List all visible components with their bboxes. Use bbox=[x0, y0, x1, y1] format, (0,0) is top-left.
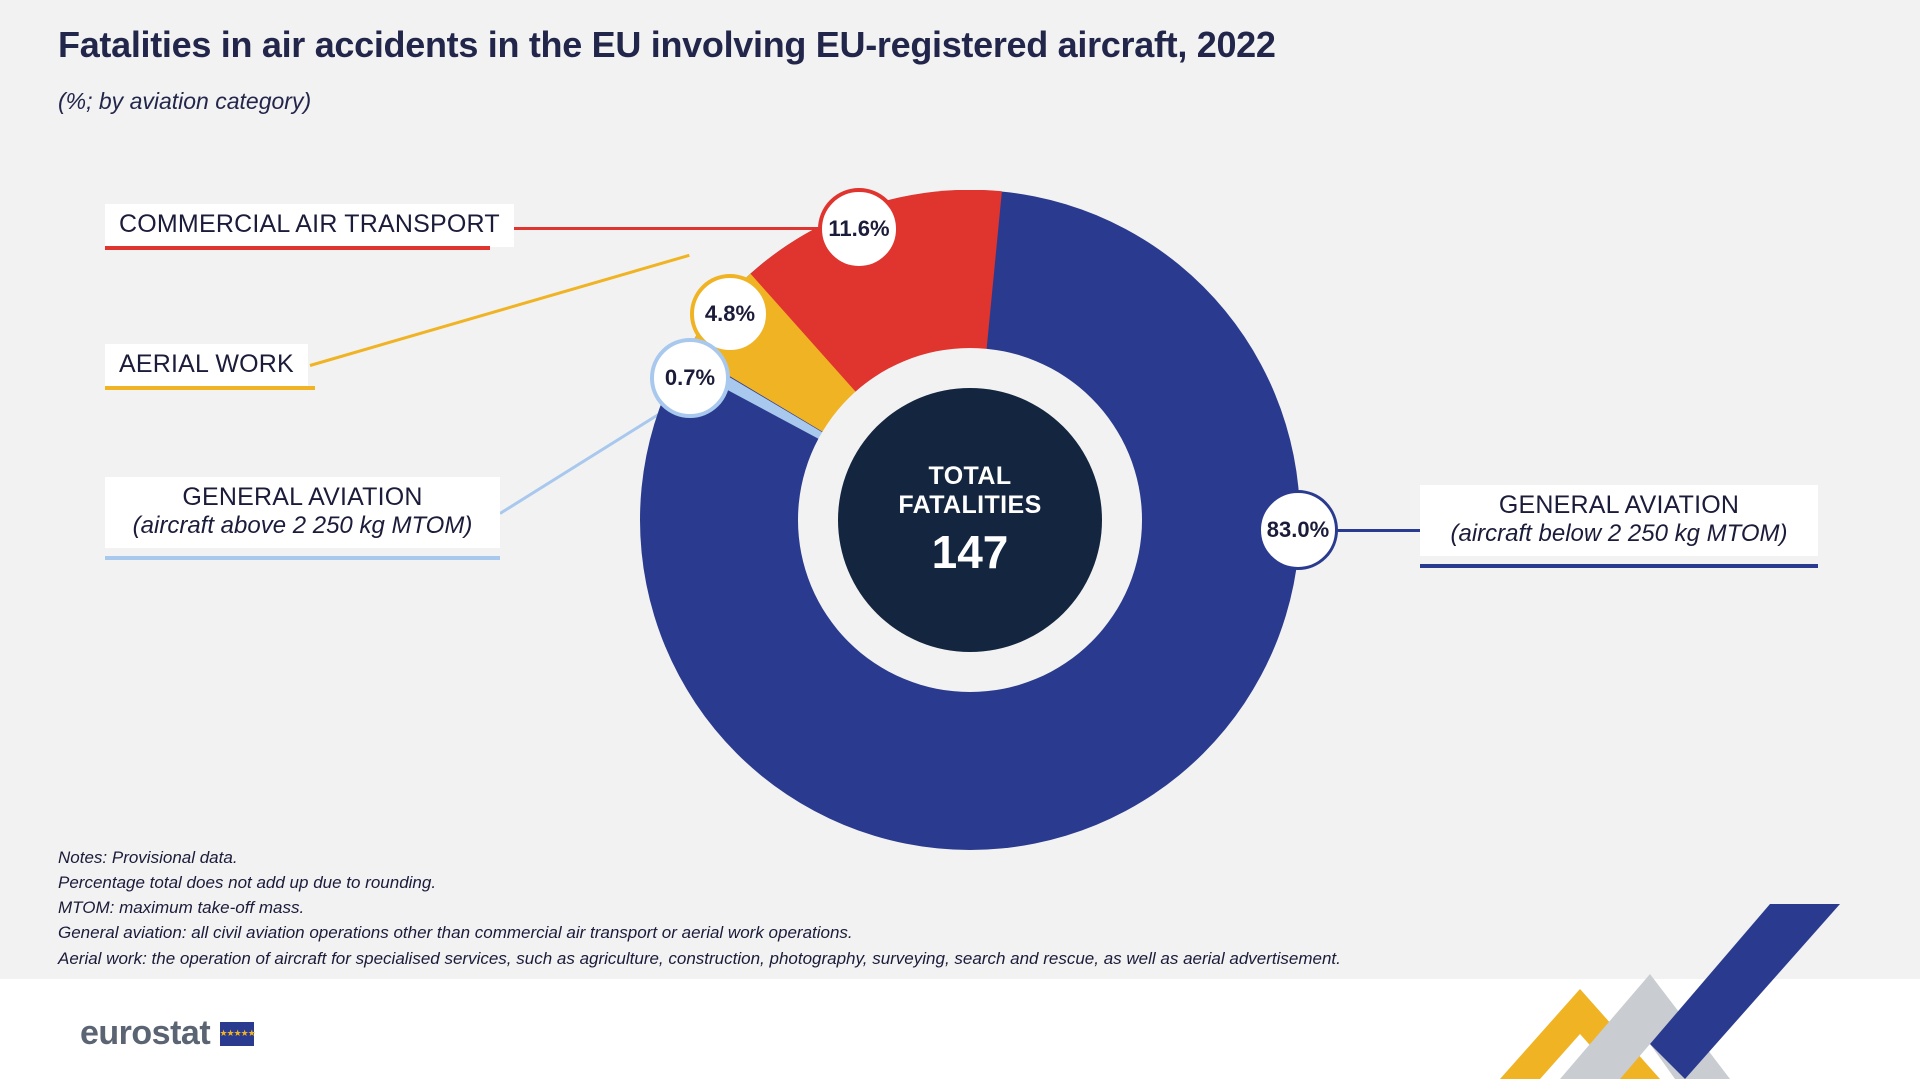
label-aerial-work bbox=[105, 344, 308, 387]
page-subtitle: (%; by aviation category) bbox=[58, 88, 312, 114]
label-general-above bbox=[105, 477, 500, 548]
eu-flag-stars: ★★★★★ bbox=[219, 1028, 255, 1038]
center-line-1: TOTAL bbox=[928, 461, 1012, 490]
notes-block bbox=[58, 845, 1341, 971]
value-bubble-general-below: 83.0% bbox=[1258, 490, 1338, 570]
label-general-above-line-1: GENERAL AVIATION bbox=[182, 483, 423, 511]
eurostat-logo bbox=[80, 1014, 254, 1053]
value-bubble-commercial: 11.6% bbox=[818, 188, 900, 270]
label-underline-aerial-work bbox=[105, 386, 315, 390]
label-general-below bbox=[1420, 485, 1818, 556]
label-underline-commercial bbox=[105, 246, 490, 250]
label-commercial-line-1: COMMERCIAL AIR TRANSPORT bbox=[119, 210, 500, 238]
value-bubble-general-above: 0.7% bbox=[650, 338, 730, 418]
label-commercial bbox=[105, 204, 514, 247]
eu-flag-icon bbox=[220, 1022, 254, 1046]
leader-line-aerial-work bbox=[310, 254, 690, 367]
note-line-1: Notes: Provisional data. bbox=[58, 848, 238, 867]
brand-chevron-svg bbox=[1500, 879, 1920, 1079]
note-line-4: General aviation: all civil aviation operations other than commercial air transport or aerial work operations. bbox=[58, 923, 853, 943]
value-bubble-aerial-work: 4.8% bbox=[690, 274, 770, 354]
label-underline-general-above bbox=[105, 556, 500, 560]
label-general-below-line-2: (aircraft below 2 250 kg MTOM) bbox=[1450, 520, 1788, 547]
note-line-3: MTOM: maximum take-off mass. bbox=[58, 898, 305, 918]
label-underline-general-below bbox=[1420, 564, 1818, 568]
label-general-above-line-2: (aircraft above 2 250 kg MTOM) bbox=[132, 512, 473, 539]
center-total-value: 147 bbox=[931, 525, 1009, 578]
chevron-blue bbox=[1650, 904, 1840, 1079]
label-general-below-line-1: GENERAL AVIATION bbox=[1498, 491, 1740, 519]
note-line-2: Percentage total does not add up due to rounding. bbox=[58, 873, 437, 893]
label-aerial-work-line-1: AERIAL WORK bbox=[119, 350, 294, 378]
eurostat-brand-chevron bbox=[1500, 879, 1920, 1079]
page-title: Fatalities in air accidents in the EU involving EU-registered aircraft, 2022 bbox=[58, 24, 1276, 65]
eurostat-wordmark: eurostat bbox=[80, 1014, 211, 1052]
note-line-5: Aerial work: the operation of aircraft for specialised services, such as agriculture, construction, photography, surveying, search and rescue, as well as aerial advertisement. bbox=[58, 948, 1341, 968]
center-disc bbox=[838, 388, 1102, 652]
leader-line-general-below bbox=[1330, 529, 1420, 532]
center-line-2: FATALITIES bbox=[898, 491, 1042, 519]
